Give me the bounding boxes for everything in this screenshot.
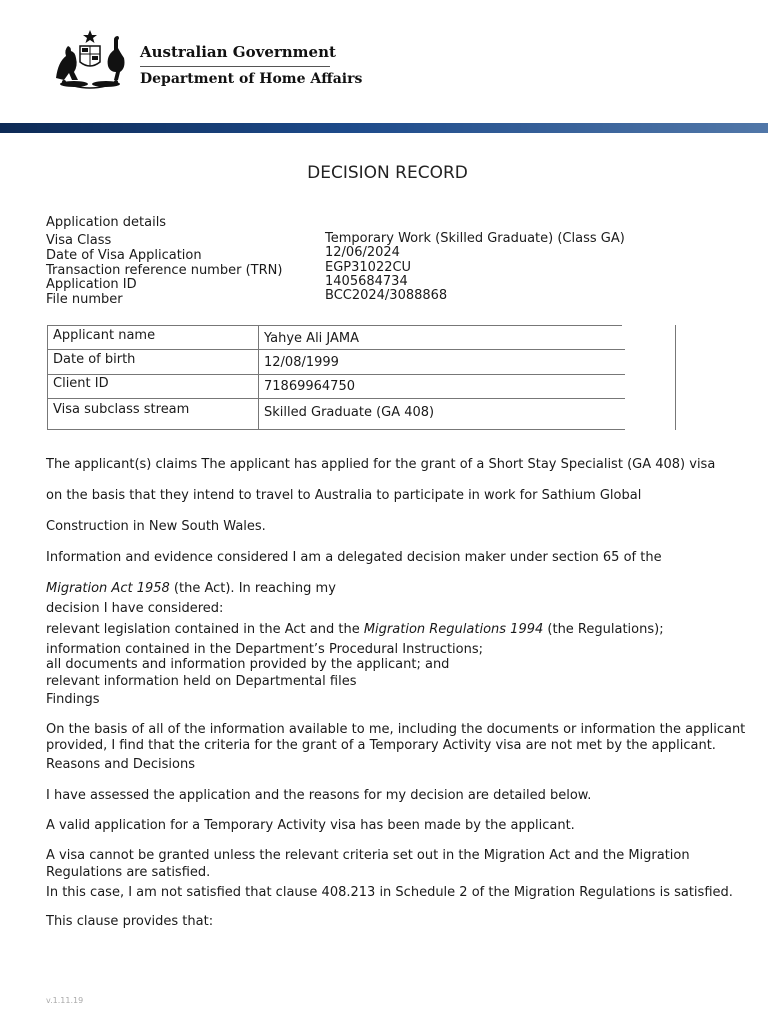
table-border (47, 398, 625, 399)
reasons-paragraph: This clause provides that: (46, 914, 214, 929)
findings-heading: Findings (46, 692, 100, 707)
applicant-name-value: Yahye Ali JAMA (264, 331, 360, 346)
migration-act-title: Migration Act 1958 (46, 581, 170, 596)
application-id-label: Application ID (46, 277, 137, 292)
considered-item (46, 622, 664, 637)
visa-class-label: Visa Class (46, 233, 112, 248)
reasons-paragraph-line: Regulations are satisfied. (46, 865, 211, 880)
application-date-label: Date of Visa Application (46, 248, 202, 263)
file-number-value: BCC2024/3088868 (325, 288, 448, 303)
applicant-details-table (47, 325, 627, 430)
file-number-label: File number (46, 292, 123, 307)
document-title: DECISION RECORD (307, 163, 468, 183)
findings-paragraph-line: provided, I find that the criteria for the grant of a Temporary Activity visa are not met by the applicant. (46, 738, 716, 753)
claims-paragraph-line: on the basis that they intend to travel to Australia to participate in work for Sathium Global (46, 488, 642, 503)
application-details-heading: Application details (46, 215, 167, 230)
table-border (675, 325, 676, 430)
table-border (47, 374, 625, 375)
trn-label: Transaction reference number (TRN) (46, 263, 283, 278)
considered-item-text: relevant legislation contained in the Act and the (46, 622, 364, 637)
date-of-birth-label: Date of birth (53, 352, 136, 367)
trn-value: EGP31022CU (325, 260, 412, 275)
client-id-value: 71869964750 (264, 379, 355, 394)
date-of-birth-value: 12/08/1999 (264, 355, 339, 370)
applicant-name-label: Applicant name (53, 328, 156, 343)
evidence-paragraph-line (46, 581, 336, 596)
header-divider (140, 66, 330, 67)
coat-of-arms-logo (44, 28, 136, 90)
reasons-paragraph-line: A visa cannot be granted unless the relevant criteria set out in the Migration Act and the Migration (46, 848, 690, 863)
application-date-value: 12/06/2024 (325, 245, 400, 260)
reasons-paragraph: A valid application for a Temporary Activity visa has been made by the applicant. (46, 818, 575, 833)
considered-item-text: (the Regulations); (543, 622, 664, 637)
header-color-band (0, 123, 768, 133)
application-id-value: 1405684734 (325, 274, 408, 289)
claims-paragraph-line: Construction in New South Wales. (46, 519, 266, 534)
table-border (47, 349, 625, 350)
table-border (47, 325, 622, 326)
evidence-paragraph-text: (the Act). In reaching my (169, 581, 336, 596)
visa-class-value: Temporary Work (Skilled Graduate) (Class GA) (325, 231, 625, 246)
migration-regulations-title: Migration Regulations 1994 (363, 622, 544, 637)
reasons-paragraph: In this case, I am not satisfied that clause 408.213 in Schedule 2 of the Migration Regulations is satisfied. (46, 885, 733, 900)
table-border (258, 325, 259, 430)
claims-paragraph-line: The applicant(s) claims The applicant has applied for the grant of a Short Stay Specialist (GA 408) visa (46, 457, 716, 472)
client-id-label: Client ID (53, 376, 109, 391)
reasons-paragraph: I have assessed the application and the reasons for my decision are detailed below. (46, 788, 592, 803)
department-name: Department of Home Affairs (140, 71, 363, 87)
considered-item: all documents and information provided by the applicant; and (46, 657, 450, 672)
findings-paragraph-line: On the basis of all of the information available to me, including the documents or information the applicant (46, 722, 746, 737)
considered-item: relevant information held on Departmental files (46, 674, 357, 689)
version-label: v.1.11.19 (46, 996, 84, 1005)
visa-subclass-stream-label: Visa subclass stream (53, 402, 190, 417)
table-border (47, 429, 625, 430)
evidence-paragraph-line: decision I have considered: (46, 601, 224, 616)
government-name: Australian Government (140, 43, 336, 61)
table-border (47, 325, 48, 430)
visa-subclass-stream-value: Skilled Graduate (GA 408) (264, 405, 435, 420)
considered-item: information contained in the Department’s Procedural Instructions; (46, 642, 483, 657)
reasons-heading: Reasons and Decisions (46, 757, 195, 772)
evidence-paragraph-line: Information and evidence considered I am a delegated decision maker under section 65 of the (46, 550, 662, 565)
